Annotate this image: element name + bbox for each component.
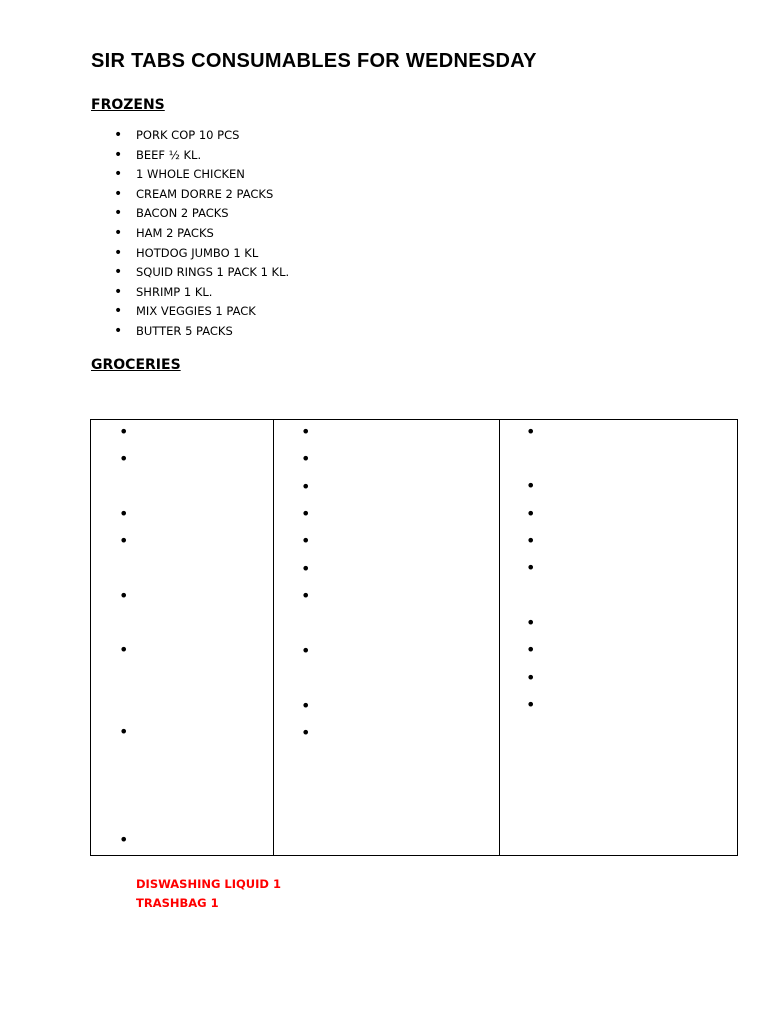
list-item: • MIX VEGGIES 1 PACK [0, 302, 289, 322]
bullet-icon: • [119, 640, 129, 659]
bullet-icon: • [119, 531, 129, 550]
bullet-icon: • [119, 422, 129, 441]
bullet-icon: • [119, 586, 129, 605]
bullet-icon: • [526, 476, 536, 495]
bullet-icon: • [119, 830, 129, 849]
bullet-icon: • [301, 449, 311, 468]
bullet-icon: • [301, 641, 311, 660]
list-item: • HAM 2 PACKS [0, 224, 289, 244]
bullet-icon: • [526, 695, 536, 714]
bullet-icon: • [301, 504, 311, 523]
bullet-icon: • [301, 586, 311, 605]
bullet-icon: • [119, 722, 129, 741]
bullet-icon: • [301, 422, 311, 441]
bullet-icon: • [526, 668, 536, 687]
bullet-icon: • [526, 558, 536, 577]
bullet-icon: • [526, 422, 536, 441]
red-note: DISWASHING LIQUID 1 [136, 877, 281, 891]
red-note: TRASHBAG 1 [136, 896, 219, 910]
frozens-heading: FROZENS [91, 97, 165, 113]
bullet-icon: • [301, 723, 311, 742]
groceries-column-3 [499, 420, 737, 855]
list-item: • BUTTER 5 PACKS [0, 322, 289, 342]
list-item: • BEEF ½ KL. [0, 146, 289, 166]
bullet-icon: • [526, 504, 536, 523]
bullet-icon: • [119, 449, 129, 468]
bullet-icon: • [301, 559, 311, 578]
frozens-list [0, 126, 289, 342]
bullet-icon: • [526, 613, 536, 632]
list-item: • BACON 2 PACKS [0, 204, 289, 224]
bullet-icon: • [526, 531, 536, 550]
bullet-icon: • [301, 531, 311, 550]
bullet-icon: • [301, 696, 311, 715]
groceries-column-1 [91, 420, 274, 855]
list-item: • SHRIMP 1 KL. [0, 283, 289, 303]
list-item: • CREAM DORRE 2 PACKS [0, 185, 289, 205]
bullet-icon: • [119, 504, 129, 523]
list-item: • HOTDOG JUMBO 1 KL [0, 244, 289, 264]
list-item: • SQUID RINGS 1 PACK 1 KL. [0, 263, 289, 283]
groceries-heading: GROCERIES [91, 357, 181, 373]
list-item: • 1 WHOLE CHICKEN [0, 165, 289, 185]
list-item: • PORK COP 10 PCS [0, 126, 289, 146]
bullet-icon: • [301, 477, 311, 496]
groceries-column-2 [273, 420, 500, 855]
document-title: SIR TABS CONSUMABLES FOR WEDNESDAY [91, 50, 537, 72]
groceries-table [90, 419, 738, 856]
bullet-icon: • [526, 640, 536, 659]
